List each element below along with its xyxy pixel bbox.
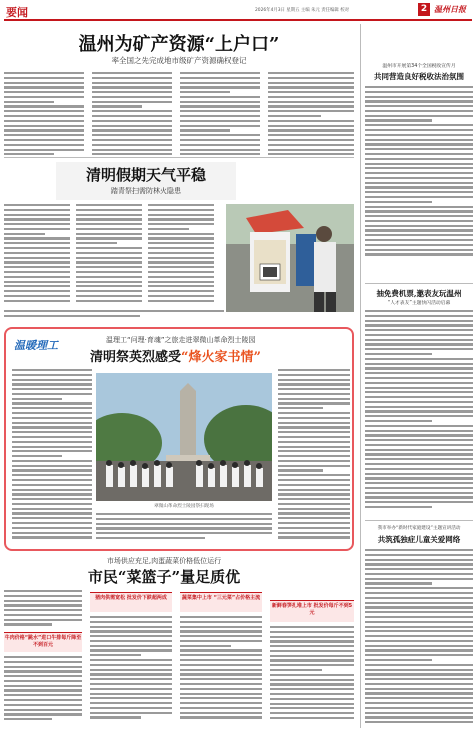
qingming-body-col2 — [76, 204, 142, 304]
martyrs-kicker: 温理工“问理·育魂”之旅走进翠微山革命烈士陵园 — [106, 336, 256, 344]
section-label: 要闻 — [6, 6, 28, 19]
market-box-bamboo — [270, 600, 354, 622]
mining-body-col1 — [4, 72, 84, 160]
mining-body-col4 — [268, 72, 354, 160]
market-story — [4, 556, 354, 728]
martyrs-title-highlight: “烽火家书情” — [181, 350, 261, 365]
header-rule — [4, 19, 472, 21]
blindbox-story — [365, 288, 473, 518]
market-box-pork-label: 猪肉供需宽松 批发价下跌超两成 — [95, 595, 167, 601]
qingming-footer-text — [4, 310, 224, 322]
market-body-col3 — [180, 616, 262, 726]
market-title: 市民“菜篮子”量足质优 — [87, 568, 241, 586]
market-box-veg — [180, 592, 262, 612]
qingming-body-col3 — [148, 204, 214, 304]
qingming-story — [4, 160, 354, 325]
mining-title: 温州为矿产资源“上户口” — [78, 34, 280, 55]
market-body-col1b — [4, 656, 82, 726]
page-number: 2 — [418, 3, 430, 16]
market-kicker: 市场供应充足,肉蛋蔬菜价格低位运行 — [106, 557, 222, 565]
martyrs-photo-caption: 翠微山革命烈士陵园祭扫现场 — [154, 504, 214, 509]
blindbox-body — [365, 310, 473, 516]
martyrs-body-right — [278, 369, 350, 544]
masthead-logo: 温州日报 — [434, 4, 466, 14]
martyrs-headline — [90, 346, 350, 365]
right-column-divider — [360, 24, 361, 728]
divider — [4, 157, 354, 158]
divider — [365, 520, 473, 521]
martyrs-feature-box — [4, 327, 354, 551]
children-body — [365, 549, 473, 727]
market-body-col4 — [270, 626, 354, 726]
market-body-col1 — [4, 590, 82, 630]
martyrs-photo-illustration — [96, 373, 272, 501]
children-kicker: 我市举办“新时代家庭建设”主题宣讲活动 — [377, 526, 461, 531]
header-info: 2026年4月3日 星期五 主编 朱元 责任编辑 校对 — [255, 8, 349, 13]
divider — [365, 283, 473, 284]
blindbox-title: 抽免费机票,邀表友玩温州 — [376, 289, 462, 298]
page-header — [0, 0, 476, 22]
market-box-bamboo-label: 新鲜春笋扎堆上市 批发价每斤不到5元 — [271, 603, 353, 616]
martyrs-body-left — [12, 369, 92, 544]
qingming-photo-illustration — [226, 204, 354, 312]
martyrs-photo — [96, 373, 272, 501]
children-title: 共筑孤独症儿童关爱网络 — [377, 535, 461, 544]
mining-subtitle: 率全国之先完成地市级矿产资源确权登记 — [111, 56, 247, 65]
children-story — [365, 525, 473, 728]
mining-body-col2 — [92, 72, 172, 160]
mining-story — [4, 30, 354, 160]
market-box-veg-label: 蔬菜集中上市 “三元菜”占价格主流 — [181, 595, 261, 601]
qingming-photo — [226, 204, 354, 312]
martyrs-tag: 温暖理工 — [14, 339, 58, 352]
mining-body-col3 — [180, 72, 260, 160]
martyrs-title-prefix: 清明祭英烈感受 — [90, 350, 182, 365]
tax-kicker: 温州市开展第34个全国税收宣传月 — [382, 64, 456, 69]
qingming-body-col1 — [4, 204, 70, 304]
qingming-subtitle: 踏青祭扫需防林火隐患 — [111, 187, 181, 195]
tax-story — [365, 62, 473, 192]
qingming-title: 清明假期天气平稳 — [85, 166, 206, 184]
market-box-pork — [90, 592, 172, 612]
market-body-col2 — [90, 616, 172, 726]
tax-title: 共同营造良好税收法治氛围 — [374, 72, 464, 81]
market-box-beef — [4, 632, 82, 652]
tax-body — [365, 86, 473, 262]
martyrs-body-bottom — [96, 513, 272, 545]
market-box-beef-label: 牛肉价格“跳水”进口牛排每斤降至不到百元 — [4, 635, 82, 648]
blindbox-subtitle: “人才表友”主题快闪活动启幕 — [387, 301, 451, 306]
